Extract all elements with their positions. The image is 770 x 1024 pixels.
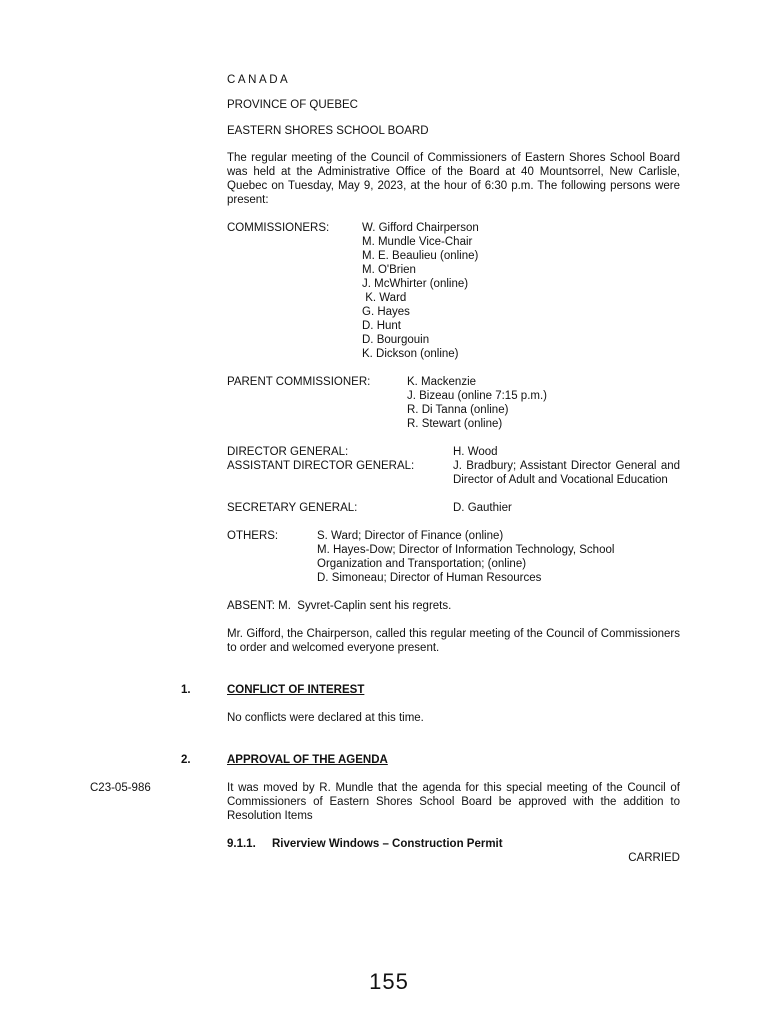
- page-number: 155: [369, 969, 409, 994]
- commissioner-name: D. Hunt: [362, 320, 401, 332]
- commissioner-name: M. E. Beaulieu (online): [362, 250, 479, 262]
- absent-note: ABSENT: M. Syvret-Caplin sent his regrets.: [227, 600, 452, 612]
- director-general-name: H. Wood: [453, 446, 498, 458]
- board-heading: EASTERN SHORES SCHOOL BOARD: [227, 125, 429, 137]
- secretary-general-name: D. Gauthier: [453, 502, 512, 514]
- section-1-number: 1.: [181, 684, 191, 696]
- country-heading: C A N A D A: [227, 74, 288, 86]
- section-1-title: CONFLICT OF INTEREST: [227, 684, 365, 696]
- commissioner-name: D. Bourgouin: [362, 334, 430, 346]
- commissioners-label: COMMISSIONERS:: [227, 222, 330, 234]
- carried-status: CARRIED: [628, 852, 680, 864]
- parent-commissioner-name: R. Stewart (online): [407, 418, 503, 430]
- commissioner-name: J. McWhirter (online): [362, 278, 469, 290]
- section-1-text: No conflicts were declared at this time.: [227, 712, 424, 724]
- parent-commissioner-label: PARENT COMMISSIONER:: [227, 376, 371, 388]
- resolution-item-number: 9.1.1.: [227, 838, 256, 850]
- resolution-item-title: Riverview Windows – Construction Permit: [272, 838, 503, 850]
- parent-commissioner-name: R. Di Tanna (online): [407, 404, 509, 416]
- others-label: OTHERS:: [227, 530, 279, 542]
- others-entry: S. Ward; Director of Finance (online): [317, 530, 504, 542]
- secretary-general-label: SECRETARY GENERAL:: [227, 502, 358, 514]
- province-heading: PROVINCE OF QUEBEC: [227, 99, 358, 111]
- commissioner-name: G. Hayes: [362, 306, 410, 318]
- commissioner-name: W. Gifford Chairperson: [362, 222, 479, 234]
- commissioner-name: K. Dickson (online): [362, 348, 459, 360]
- others-entry: D. Simoneau; Director of Human Resources: [317, 572, 542, 584]
- assistant-director-general-name: J. Bradbury; Assistant Director General and Director of Adult and Vocational Education: [453, 460, 680, 486]
- assistant-director-general-label: ASSISTANT DIRECTOR GENERAL:: [227, 460, 415, 472]
- resolution-id: C23-05-986: [90, 782, 151, 794]
- others-entry: M. Hayes-Dow; Director of Information Technology, School Organization and Transportation; (online): [317, 544, 615, 570]
- director-general-label: DIRECTOR GENERAL:: [227, 446, 349, 458]
- commissioner-name: M. O'Brien: [362, 264, 416, 276]
- section-2-number: 2.: [181, 754, 191, 766]
- commissioner-name: M. Mundle Vice-Chair: [362, 236, 473, 248]
- section-2-text: It was moved by R. Mundle that the agenda for this special meeting of the Council of Commissioners of Eastern Shores School Board be approved with the addition to Resolution Items: [227, 782, 680, 822]
- section-2-title: APPROVAL OF THE AGENDA: [227, 754, 388, 766]
- intro-paragraph: The regular meeting of the Council of Commissioners of Eastern Shores School Board was held at the Administrative Office of the Board at 40 Mountsorrel, New Carlisle, Quebec on Tuesday, May 9, 2023, at the hour of 6:30 p.m. The following persons were present:: [227, 152, 680, 206]
- parent-commissioner-name: J. Bizeau (online 7:15 p.m.): [407, 390, 547, 402]
- opening-paragraph: Mr. Gifford, the Chairperson, called this regular meeting of the Council of Commissioners to order and welcomed everyone present.: [227, 628, 680, 654]
- commissioner-name: K. Ward: [362, 292, 407, 304]
- parent-commissioner-name: K. Mackenzie: [407, 376, 477, 388]
